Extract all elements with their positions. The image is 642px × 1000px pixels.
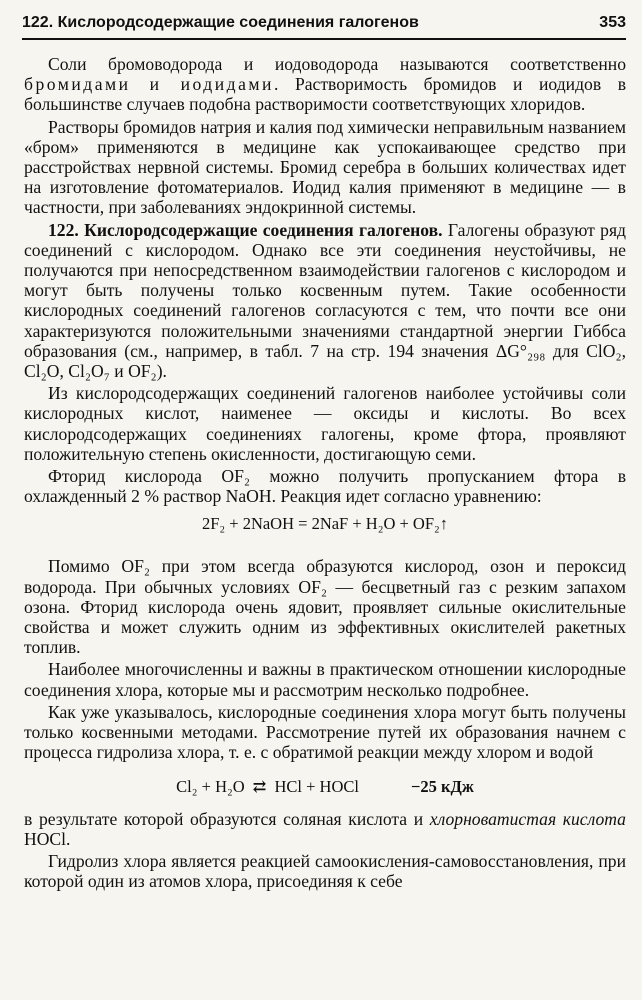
italic-term: хлорноватистая кислота	[429, 808, 626, 829]
header-title: 122. Кислородсодержащие соединения галогенов	[22, 14, 419, 31]
paragraph-chlorine-compounds: Наиболее многочисленны и важны в практическом отношении кислородные соединения хлора, которые мы и рассмотрим несколько подробнее.	[24, 659, 626, 700]
page-number: 353	[599, 14, 626, 31]
text-run: . Растворимость бромидов и иодидов в большинстве случаев подобна растворимости соответствующих хлоридов.	[24, 74, 626, 115]
equation-right: HCl + HOCl	[274, 776, 359, 796]
paragraph-stability: Из кислородсодержащих соединений галогенов наиболее устойчивы соли кислородных кислот, наименее — оксиды и кислоты. Во всех кислородсодержащих соединениях галогены, кроме фтора, проявляют положительную степень окисленности, достигающую семи.	[24, 383, 626, 464]
paragraph-medical-use: Растворы бромидов натрия и калия под химически неправильным названием «бром» применяются в медицине как успокаивающее средство при расстройствах нервной системы. Бромид серебра в больших количествах идет на изготовление фотоматериалов. Иодид калия применяют в медицине — в частности, при заболеваниях эндокринной системы.	[24, 116, 626, 218]
equation-energy: −25 кДж	[410, 776, 474, 796]
text-run: в результате которой образуются соляная кислота и	[24, 808, 430, 829]
paragraph-bromide-salts	[24, 54, 626, 115]
paragraph-oxygen-fluoride: Фторид кислорода OF₂ можно получить пропусканием фтора в охлажденный 2 % раствор NaOH. Реакция идет согласно уравнению:	[24, 466, 626, 507]
equilibrium-arrow-icon: ⇄	[252, 776, 267, 796]
spaced-term: бромидами и иодидами	[24, 74, 274, 95]
equation-chlorine-hydrolysis	[24, 777, 626, 797]
equation-of2: 2F₂ + 2NaOH = 2NaF + H₂O + OF₂↑	[201, 514, 449, 534]
running-header	[22, 8, 626, 40]
paragraph-of2-properties: Помимо OF₂ при этом всегда образуются кислород, озон и пероксид водорода. При обычных условиях OF₂ — бесцветный газ с резким запахом озона. Фторид кислорода очень ядовит, проявляет сильные окислительные свойства и может служить одним из эффективных окислителей ракетных топлив.	[24, 556, 626, 658]
paragraph-indirect-methods: Как уже указывалось, кислородные соединения хлора могут быть получены только косвенными методами. Рассмотрение путей их образования начнем с процесса гидролиза хлора, т. е. с обратимой реакции между хлором и водой	[24, 701, 626, 763]
text-body	[24, 54, 626, 891]
section-heading: 122. Кислородсодержащие соединения галогенов.	[48, 219, 443, 240]
paragraph-section-122	[24, 220, 626, 382]
text-run: Галогены образуют ряд соединений с кислородом. Однако все эти соединения неустойчивы, не получаются при непосредственном взаимодействии галогенов с кислородом и могут быть получены только косвенным путем. Такие особенности кислородных соединений галогенов согласуются с тем, что почти все они характеризуются положительными значениями стандартной энергии Гиббса образования (см., например, в табл. 7 на стр. 194 значения ΔG°₂₉₈ для ClO₂, Cl₂O, Cl₂O₇ и OF₂).	[24, 219, 626, 382]
paragraph-hypochlorous	[24, 809, 626, 849]
text-run: Соли бромоводорода и иодоводорода называются соответственно	[48, 54, 626, 74]
text-run: HOCl.	[24, 828, 71, 849]
equation-left: Cl₂ + H₂O	[176, 776, 245, 796]
paragraph-self-oxidation: Гидролиз хлора является реакцией самоокисления-самовосстановления, при которой один из атомов хлора, присоединяя к себе	[24, 850, 626, 892]
